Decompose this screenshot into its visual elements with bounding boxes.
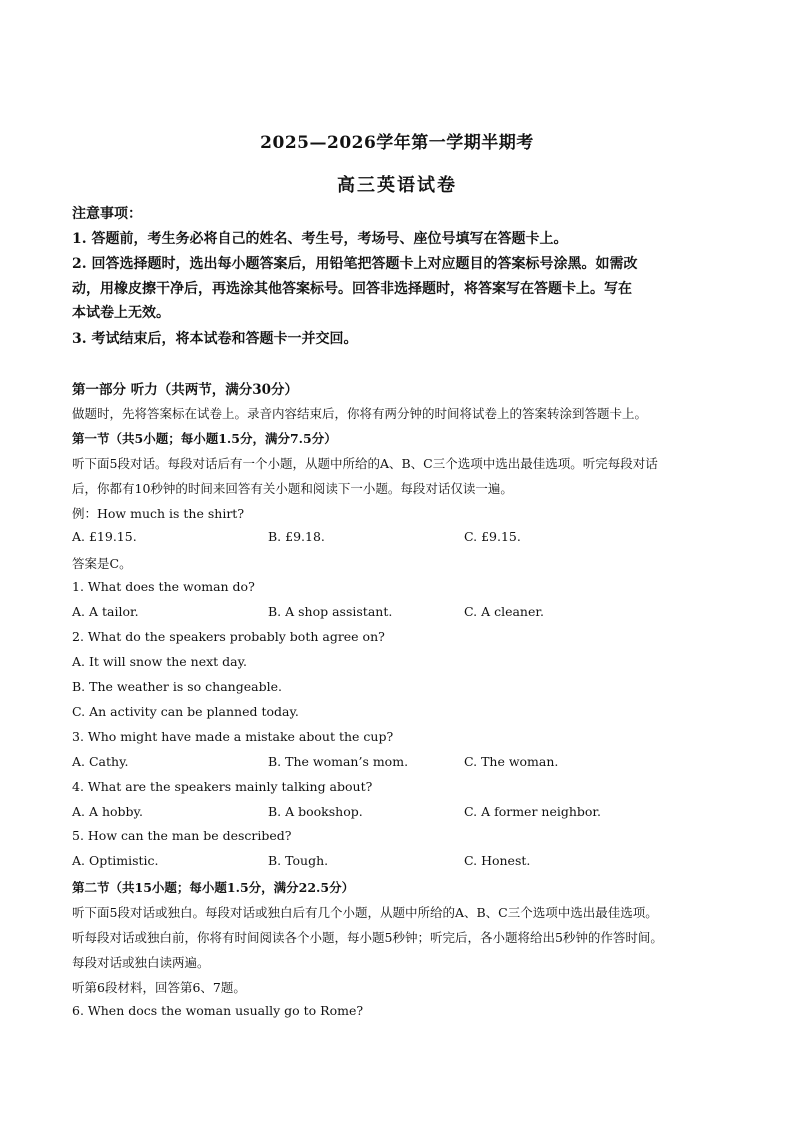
q3-option-a: A. Cathy. [72, 754, 129, 769]
example-question: 例：How much is the shirt? [72, 506, 245, 521]
notice-item-1: 1. 答题前，考生务必将自己的姓名、考生号，考场号、座位号填写在答题卡上。 [72, 231, 568, 247]
section2-desc-line-3: 每段对话或独白读两遍。 [72, 955, 210, 970]
example-option-c: C. £9.15. [464, 529, 521, 544]
section1-desc-line-1: 听下面5段对话。每段对话后有一个小题，从题中所给的A、B、C三个选项中选出最佳选项。听完每段对话 [72, 456, 658, 471]
q1-option-c: C. A cleaner. [464, 604, 544, 619]
notice-item-3: 3. 考试结束后，将本试卷和答题卡一并交回。 [72, 331, 358, 347]
q2-question: 2. What do the speakers probably both agree on? [72, 629, 385, 644]
section2-desc-line-2: 听每段对话或独白前，你将有时间阅读各个小题，每小题5秒钟；听完后，各小题将给出5秒钟的作答时间。 [72, 930, 663, 945]
q5-option-a: A. Optimistic. [72, 853, 159, 868]
material-6-instruction: 听第6段材料，回答第6、7题。 [72, 980, 246, 995]
notice-item-2-line-2: 动，用橡皮擦干净后，再选涂其他答案标号。回答非选择题时，将答案写在答题卡上。写在 [72, 281, 632, 297]
part1-heading: 第一部分 听力（共两节，满分30分） [72, 382, 298, 398]
example-answer: 答案是C。 [72, 556, 132, 571]
q3-option-b: B. The woman’s mom. [268, 754, 409, 769]
q5-option-b: B. Tough. [268, 853, 329, 868]
section2-desc-line-1: 听下面5段对话或独白。每段对话或独白后有几个小题，从题中所给的A、B、C三个选项中选出最佳选项。 [72, 905, 658, 920]
q1-option-a: A. A tailor. [72, 604, 139, 619]
q1-option-b: B. A shop assistant. [268, 604, 393, 619]
q5-option-c: C. Honest. [464, 853, 531, 868]
section1-heading: 第一节（共5小题；每小题1.5分，满分7.5分） [72, 431, 337, 446]
q3-option-c: C. The woman. [464, 754, 559, 769]
q4-option-b: B. A bookshop. [268, 804, 363, 819]
q2-option-a: A. It will snow the next day. [72, 654, 248, 669]
q5-question: 5. How can the man be described? [72, 828, 292, 843]
exam-subtitle: 高三英语试卷 [337, 175, 457, 196]
q4-option-a: A. A hobby. [72, 804, 143, 819]
exam-title: 2025—2026学年第一学期半期考 [260, 133, 534, 153]
notice-heading: 注意事项： [72, 206, 142, 222]
q4-option-c: C. A former neighbor. [464, 804, 601, 819]
section2-heading: 第二节（共15小题；每小题1.5分，满分22.5分） [72, 880, 355, 895]
notice-item-2-line-1: 2. 回答选择题时，选出每小题答案后，用铅笔把答题卡上对应题目的答案标号涂黑。如需改 [72, 256, 638, 272]
part1-instruction: 做题时，先将答案标在试卷上。录音内容结束后，你将有两分钟的时间将试卷上的答案转涂到答题卡上。 [72, 406, 648, 421]
q3-question: 3. Who might have made a mistake about the cup? [72, 729, 394, 744]
example-option-b: B. £9.18. [268, 529, 325, 544]
q1-question: 1. What does the woman do? [72, 579, 255, 594]
example-option-a: A. £19.15. [72, 529, 137, 544]
q2-option-b: B. The weather is so changeable. [72, 679, 282, 694]
q6-question: 6. When docs the woman usually go to Rome? [72, 1003, 364, 1018]
q4-question: 4. What are the speakers mainly talking about? [72, 779, 373, 794]
notice-item-2-line-3: 本试卷上无效。 [72, 305, 170, 321]
section1-desc-line-2: 后，你都有10秒钟的时间来回答有关小题和阅读下一小题。每段对话仅读一遍。 [72, 481, 513, 496]
q2-option-c: C. An activity can be planned today. [72, 704, 299, 719]
